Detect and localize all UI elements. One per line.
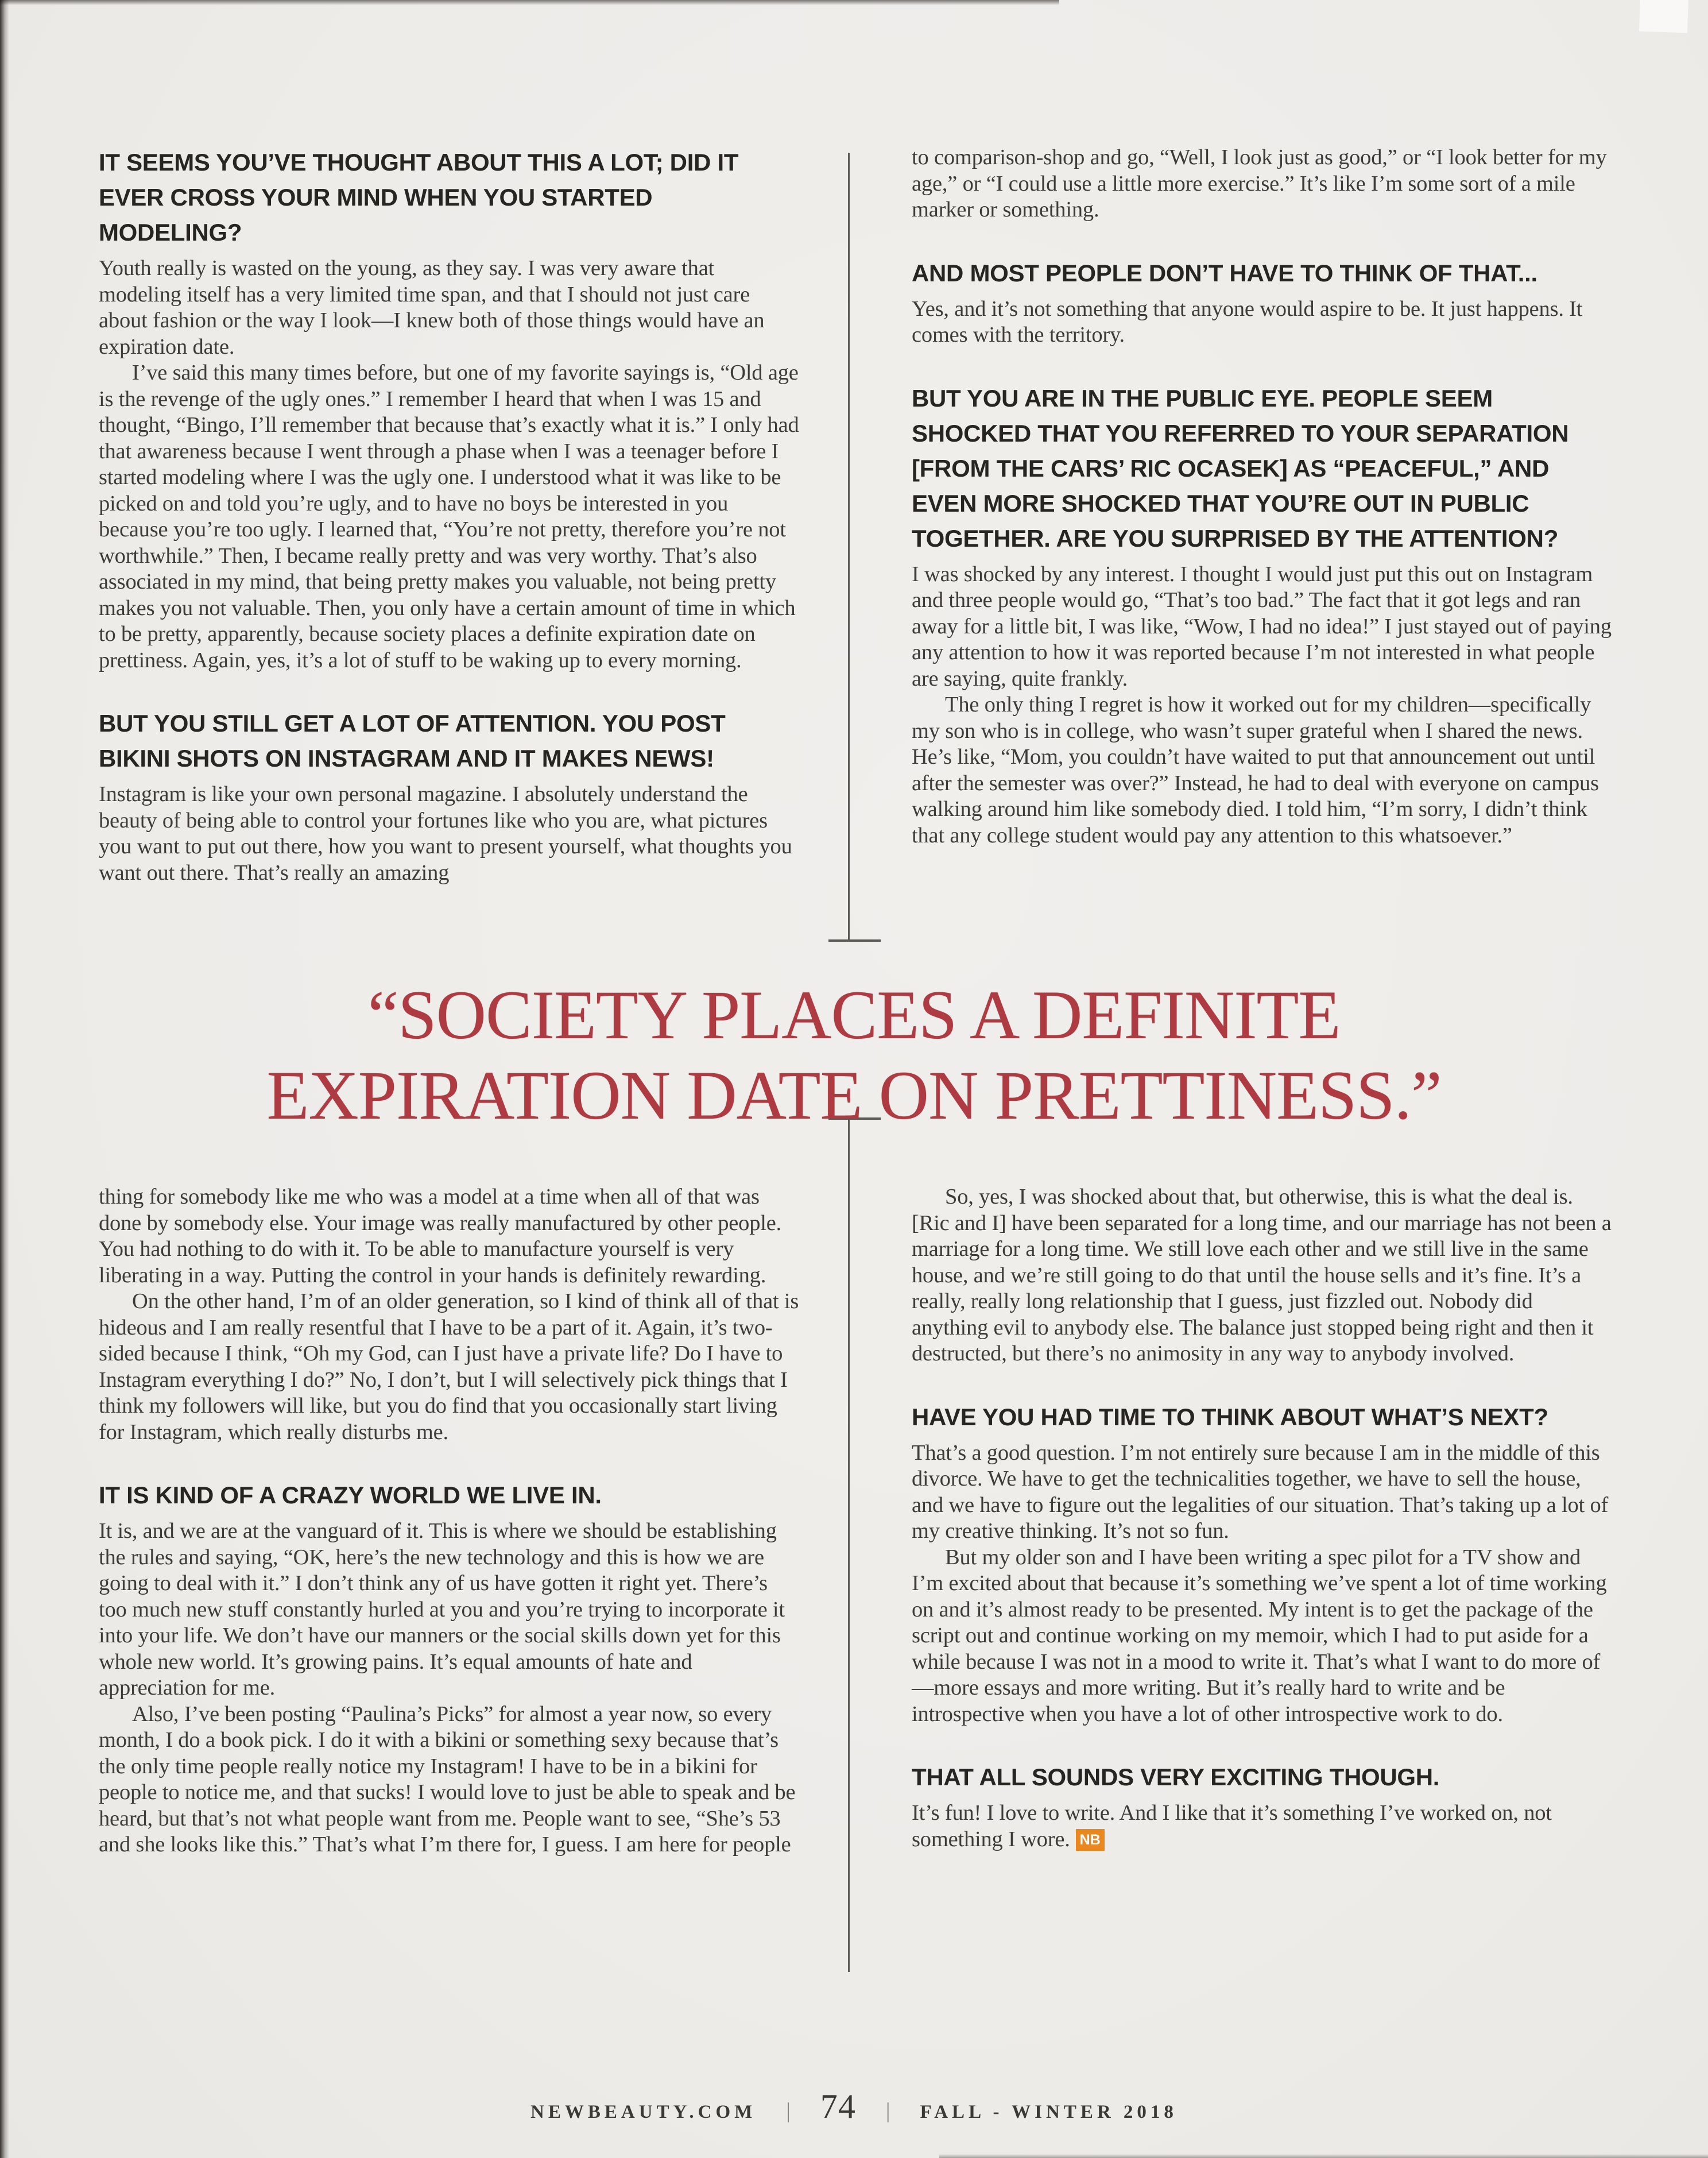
footer-issue: FALL - WINTER 2018 xyxy=(920,2102,1178,2122)
answer-text: It’s fun! I love to write. And I like that it’s something I’ve worked on, not something I wore. xyxy=(912,1801,1552,1851)
column-divider-lower xyxy=(848,1119,850,1972)
scan-edge-bottom xyxy=(939,2154,1708,2158)
scan-notch xyxy=(1639,0,1688,33)
pull-quote-line: EXPIRATION DATE ON PRETTINESS.” xyxy=(266,1057,1442,1134)
question: THAT ALL SOUNDS VERY EXCITING THOUGH. xyxy=(912,1763,1440,1790)
end-mark: NB xyxy=(1076,1829,1105,1851)
column-divider-upper xyxy=(848,153,850,941)
right-column-lower xyxy=(912,1184,1613,1853)
answer-paragraph: The only thing I regret is how it worked out for my children—specifically my son who is in college, who wasn’t super grateful when I shared the news. He’s like, “Mom, you couldn’t have waited to put that announcement out until after the semester was over?” Instead, he had to deal with everyone on campus walking around him like somebody died. I told him, “I’m sorry, I didn’t think that any college student would pay any attention to this whatsoever.” xyxy=(912,693,1599,848)
footer-site: NEWBEAUTY.COM xyxy=(530,2102,757,2122)
question: IT SEEMS YOU’VE THOUGHT ABOUT THIS A LOT; DID IT EVER CROSS YOUR MIND WHEN YOU STARTED MODELING? xyxy=(99,149,739,246)
footer-separator: | xyxy=(786,2099,791,2123)
page-number: 74 xyxy=(820,2087,856,2125)
answer-paragraph: On the other hand, I’m of an older generation, so I kind of think all of that is hideous and I am really resentful that I have to be a part of it. Again, it’s two-sided because I think, “Oh my God, can I just have a private life? Do I have to Instagram everything I do?” No, I don’t, but I will selectively pick things that I think my followers will like, but you do find that you occasionally start living for Instagram, which really disturbs me. xyxy=(99,1289,799,1444)
answer-paragraph: It is, and we are at the vanguard of it. This is where we should be establishing the rules and saying, “OK, here’s the new technology and this is how we are going to deal with it.” I don’t think any of us have gotten it right yet. There’s too much new stuff constantly hurled at you and you’re trying to incorporate it into your life. We don’t have our manners or the social skills down yet for this whole new world. It’s growing pains. It’s equal amounts of hate and appreciation for me. xyxy=(99,1519,785,1700)
left-column-lower xyxy=(99,1184,800,1858)
answer-paragraph: I’ve said this many times before, but one of my favorite sayings is, “Old age is the revenge of the ugly ones.” I remember I heard that when I was 15 and thought, “Bingo, I’ll remember that because that’s exactly what it is.” I only had that awareness because I went through a phase when I was a teenager before I started modeling where I was the ugly one. I understood what it was like to be picked on and told you’re ugly, and to have no boys be interested in you because you’re too ugly. I learned that, “You’re not pretty, therefore you’re not worthwhile.” Then, I became really pretty and was very worthy. That’s also associated in my mind, that being pretty makes you valuable, not being pretty makes you not valuable. Then, you only have a certain amount of time in which to be pretty, apparently, because society places a definite expiration date on prettiness. Again, yes, it’s a lot of stuff to be waking up to every morning. xyxy=(99,361,799,672)
answer-paragraph: to comparison-shop and go, “Well, I look just as good,” or “I look better for my age,” or “I could use a little more exercise.” It’s like I’m some sort of a mile marker or something. xyxy=(912,145,1607,222)
left-column-upper xyxy=(99,145,800,886)
footer-separator: | xyxy=(885,2099,890,2123)
right-column-upper xyxy=(912,145,1613,849)
question: BUT YOU STILL GET A LOT OF ATTENTION. YOU POST BIKINI SHOTS ON INSTAGRAM AND IT MAKES NEWS! xyxy=(99,710,726,772)
answer-paragraph: Also, I’ve been posting “Paulina’s Picks” for almost a year now, so every month, I do a book pick. I do it with a bikini or something sexy because that’s the only time people really notice my Instagram! I have to be in a bikini for people to notice me, and that sucks! I would love to just be able to speak and be heard, but that’s not what people want from me. People want to see, “She’s 53 and she looks like this.” That’s what I’m there for, I guess. I am here for people xyxy=(99,1701,796,1857)
scan-edge-top xyxy=(0,0,1059,5)
pull-quote-line: “SOCIETY PLACES A DEFINITE xyxy=(367,977,1341,1054)
question: HAVE YOU HAD TIME TO THINK ABOUT WHAT’S NEXT? xyxy=(912,1403,1548,1430)
pull-quote xyxy=(0,975,1708,1136)
question: IT IS KIND OF A CRAZY WORLD WE LIVE IN. xyxy=(99,1482,602,1509)
answer-paragraph: So, yes, I was shocked about that, but otherwise, this is what the deal is. [Ric and I] have been separated for a long time, and our marriage has not been a marriage for a long time. We still love each other and we still live in the same house, and we’re still going to do that until the house sells and it’s fine. It’s a really, really long relationship that I guess, just fizzled out. Nobody did anything evil to anybody else. The balance just stopped being right and then it destructed, but there’s no animosity in any way to anybody involved. xyxy=(912,1185,1612,1366)
answer-paragraph: Youth really is wasted on the young, as they say. I was very aware that modeling itself has a very limited time span, and that I should not just care about fashion or the way I look—I knew both of those things would have an expiration date. xyxy=(99,256,765,359)
page-footer xyxy=(0,2087,1708,2126)
answer-paragraph: Instagram is like your own personal magazine. I absolutely understand the beauty of being able to control your fortunes like who you are, what pictures you want to put out there, how you want to present yourself, what thoughts you want out there. That’s really an amazing xyxy=(99,782,792,885)
answer-paragraph: That’s a good question. I’m not entirely sure because I am in the middle of this divorce. We have to get the technicalities together, we have to sell the house, and we have to figure out the legalities of our situation. That’s taking up a lot of my creative thinking. It’s not so fun. xyxy=(912,1440,1609,1543)
answer-paragraph: I was shocked by any interest. I thought I would just put this out on Instagram and three people would go, “That’s too bad.” The fact that it got legs and ran away for a little bit, I was like, “Wow, I had no idea!” I just stayed out of paying any attention to how it was reported because I’m not interested in what people are saying, quite frankly. xyxy=(912,562,1612,691)
column-divider-upper-cap xyxy=(828,939,881,942)
answer-paragraph: Yes, and it’s not something that anyone would aspire to be. It just happens. It comes with the territory. xyxy=(912,296,1583,347)
answer-paragraph: thing for somebody like me who was a model at a time when all of that was done by somebody else. Your image was really manufactured by other people. You had nothing to do with it. To be able to manufacture yourself is very liberating in a way. Putting the control in your hands is definitely rewarding. xyxy=(99,1185,782,1287)
answer-paragraph: But my older son and I have been writing a spec pilot for a TV show and I’m excited about that because it’s something we’ve spent a lot of time working on and it’s almost ready to be presented. My intent is to get the package of the script out and continue working on my memoir, which I had to put aside for a while because I was not in a mood to write it. That’s what I want to do more of—more essays and more writing. But it’s really hard to write and be introspective when you have a lot of other introspective work to do. xyxy=(912,1545,1607,1726)
question: BUT YOU ARE IN THE PUBLIC EYE. PEOPLE SEEM SHOCKED THAT YOU REFERRED TO YOUR SEPARATION [FROM THE CARS’ RIC OCASEK] AS “PEACEFUL,” AND EVEN MORE SHOCKED THAT YOU’RE OUT IN PUBLIC TOGETHER. ARE YOU SURPRISED BY THE ATTENTION? xyxy=(912,384,1569,552)
question: AND MOST PEOPLE DON’T HAVE TO THINK OF THAT... xyxy=(912,259,1537,287)
answer-paragraph xyxy=(912,1800,1613,1853)
